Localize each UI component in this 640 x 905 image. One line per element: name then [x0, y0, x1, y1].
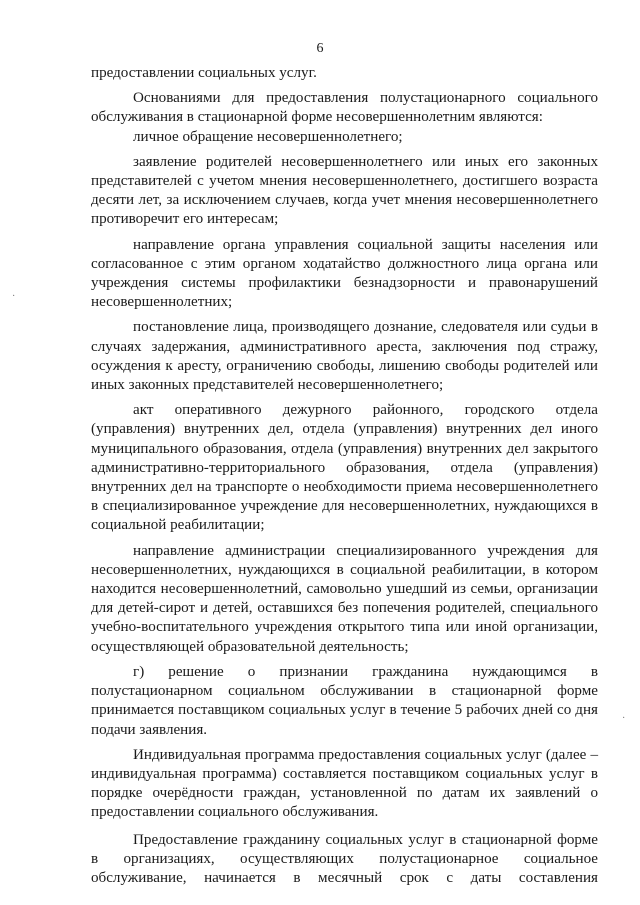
page-number: 6 [316, 41, 324, 56]
paragraph: предоставлении социальных услуг. [91, 65, 317, 81]
scan-speck: · [622, 713, 626, 724]
paragraph: Индивидуальная программа предоставления социальных услуг (далее – индивидуальная программа) составляется поставщиком социальных услуг в порядке очерёдности граждан, установленной по датам их заявлений о предоставлении социального обслуживания. [91, 746, 598, 821]
paragraph: Основаниями для предоставления полустационарного социального обслуживания в стационарной форме несовершеннолетним являются: [91, 90, 598, 126]
paragraph: г) решение о признании гражданина нуждающимся в полустационарном социальном обслуживании в стационарной форме принимается поставщиком социальных услуг в течение 5 рабочих дней со дня подачи заявления. [91, 663, 598, 738]
list-item: заявление родителей несовершеннолетнего или иных его законных представителей с учетом мнения несовершеннолетнего, достигшего возраста десяти лет, за исключением случаев, когда учет мнения несовершеннолетнего противоречит его интересам; [91, 153, 598, 228]
list-item: постановление лица, производящего дознание, следователя или судьи в случаях задержания, административного ареста, заключения под стражу, осуждения к аресту, ограничению свободы, лишению свободы родителей или иных законных представителей несовершеннолетнего; [91, 319, 598, 394]
list-item: направление органа управления социальной защиты населения или согласованное с этим органом ходатайство должностного лица органа или учреждения системы профилактики безнадзорности и правонарушений несовершеннолетних; [91, 236, 598, 311]
scan-speck: · [12, 291, 16, 302]
paragraph: Предоставление гражданину социальных услуг в стационарной форме в организациях, осуществляющих полустационарное социальное обслуживание, начинается в месячный срок с даты составления [91, 831, 598, 886]
document-body [91, 64, 598, 888]
list-item: личное обращение несовершеннолетнего; [133, 128, 403, 145]
list-item: акт оперативного дежурного районного, городского отдела (управления) внутренних дел, отдела (управления) внутренних дел иного муниципального образования, отдела (управления) внутренних дел закрытого административно-территориального образования, отдела (управления) внутренних дел на транспорте о необходимости приема несовершеннолетнего в специализированное учреждение для несовершеннолетних, нуждающихся в социальной реабилитации; [91, 402, 598, 534]
list-item: направление администрации специализированного учреждения для несовершеннолетних, нуждающихся в социальной реабилитации, в котором находится несовершеннолетний, самовольно ушедший из семьи, организации для детей-сирот и детей, оставшихся без попечения родителей, специального учебно-воспитательного учреждения открытого типа или иной организации, осуществляющей образовательной деятельность; [91, 542, 598, 655]
